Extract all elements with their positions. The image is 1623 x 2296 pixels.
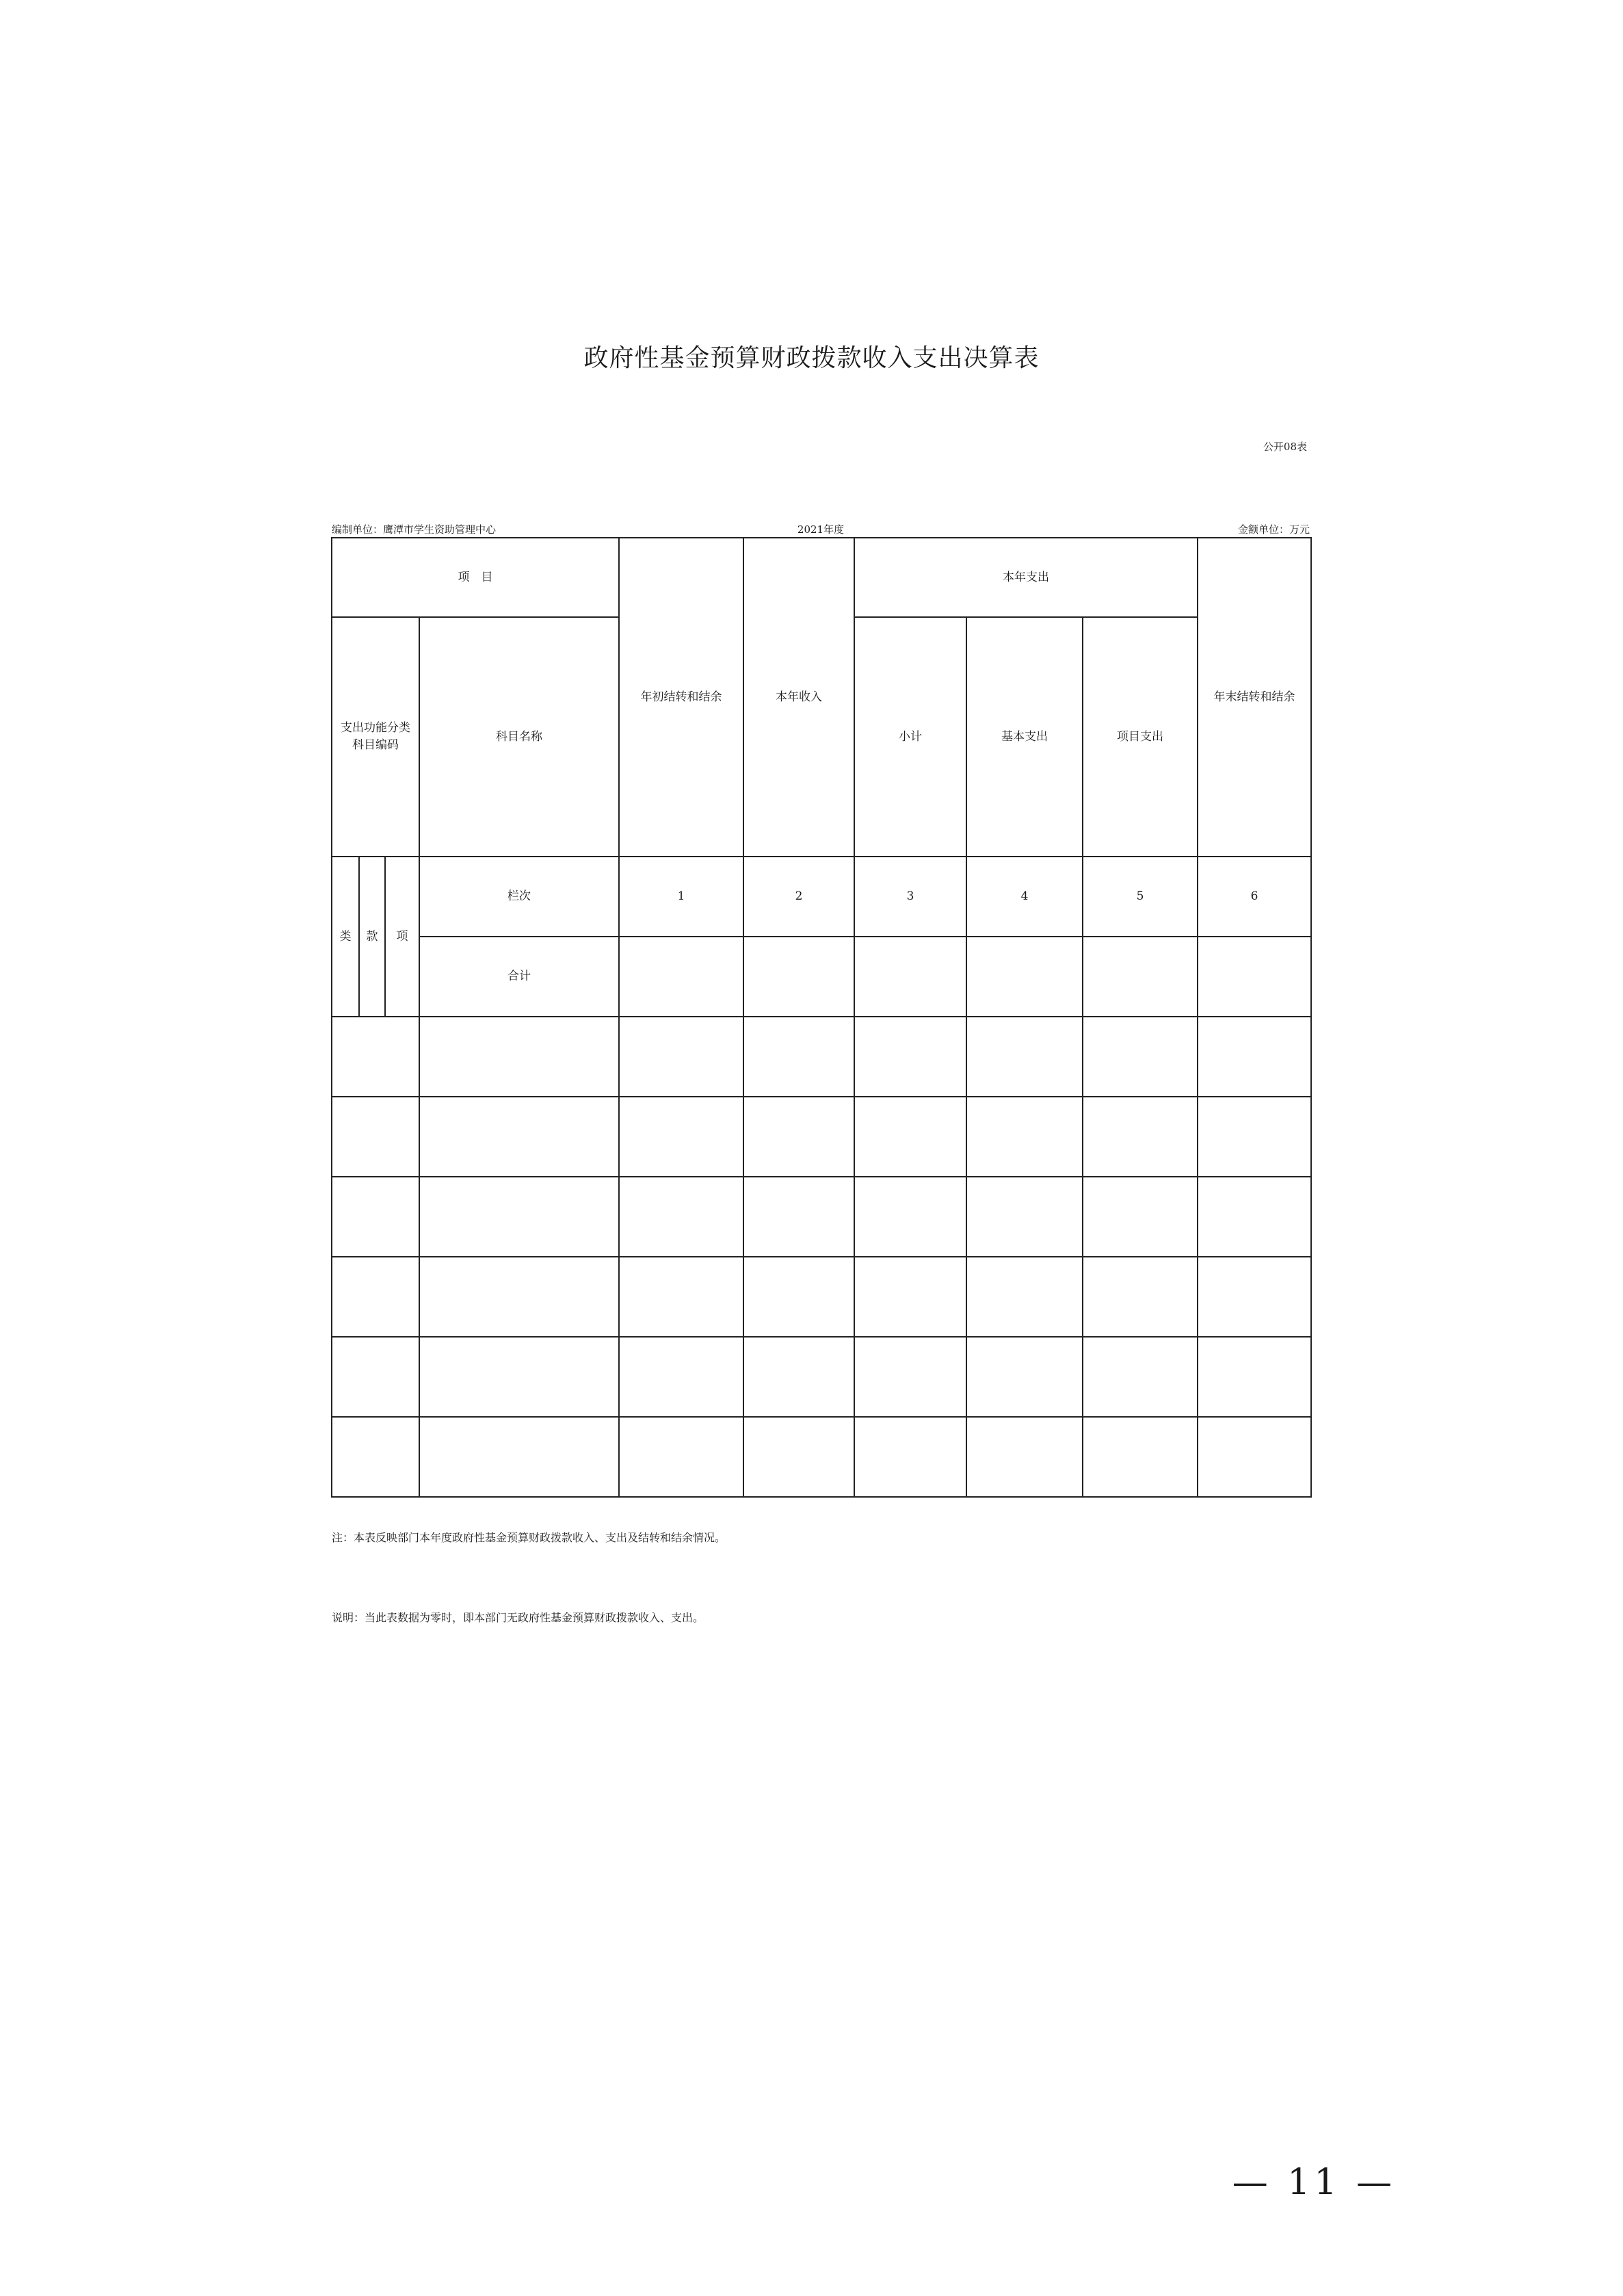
amount-cell [743, 1097, 854, 1177]
table-row [332, 1337, 1311, 1417]
amount-cell [619, 1017, 743, 1097]
total-cell [1083, 937, 1198, 1017]
amount-cell [1198, 1417, 1311, 1497]
amount-cell [743, 1337, 854, 1417]
note-scope: 注：本表反映部门本年度政府性基金预算财政拨款收入、支出及结转和结余情况。 [332, 1531, 726, 1544]
form-code: 公开08表 [1263, 441, 1307, 453]
amount-cell [966, 1177, 1083, 1257]
table-row [332, 1177, 1311, 1257]
code-cell [332, 1177, 419, 1257]
header-begin-balance: 年初结转和结余 [619, 538, 743, 857]
page-number: — 11 — [1232, 2162, 1396, 2203]
column-number: 5 [1083, 857, 1198, 937]
code-cell [332, 1337, 419, 1417]
column-label: 栏次 [419, 857, 619, 937]
column-number: 3 [854, 857, 966, 937]
amount-cell [743, 1257, 854, 1337]
code-cell [332, 1417, 419, 1497]
header-income: 本年收入 [743, 538, 854, 857]
total-cell [743, 937, 854, 1017]
header-project-expense: 项目支出 [1083, 617, 1198, 857]
amount-unit: 金额单位：万元 [1237, 523, 1310, 536]
amount-cell [619, 1177, 743, 1257]
empty-rows [332, 1017, 1311, 1497]
subject-name-cell [419, 1097, 619, 1177]
header-row-1 [332, 538, 1311, 617]
amount-cell [1198, 1337, 1311, 1417]
amount-cell [854, 1417, 966, 1497]
amount-cell [854, 1257, 966, 1337]
amount-cell [854, 1017, 966, 1097]
subject-name-cell [419, 1417, 619, 1497]
code-section-label: 款 [359, 857, 385, 1017]
amount-cell [1083, 1417, 1198, 1497]
amount-cell [743, 1017, 854, 1097]
header-expense: 本年支出 [854, 538, 1198, 617]
amount-cell [619, 1097, 743, 1177]
amount-cell [854, 1337, 966, 1417]
amount-cell [966, 1257, 1083, 1337]
header-end-balance: 年末结转和结余 [1198, 538, 1311, 857]
subject-name-cell [419, 1337, 619, 1417]
code-class-label: 类 [332, 857, 359, 1017]
fiscal-year: 2021年度 [797, 523, 845, 536]
total-label: 合计 [419, 937, 619, 1017]
table-row [332, 1257, 1311, 1337]
column-number: 1 [619, 857, 743, 937]
column-number-row [332, 857, 1311, 937]
amount-cell [1198, 1017, 1311, 1097]
header-item: 项 目 [332, 538, 619, 617]
amount-cell [854, 1177, 966, 1257]
column-number: 2 [743, 857, 854, 937]
amount-cell [1083, 1257, 1198, 1337]
table-row [332, 1097, 1311, 1177]
total-row [332, 937, 1311, 1017]
fund-budget-table [331, 537, 1312, 1498]
amount-cell [743, 1417, 854, 1497]
subject-name-cell [419, 1257, 619, 1337]
amount-cell [966, 1337, 1083, 1417]
amount-cell [1083, 1017, 1198, 1097]
total-cell [1198, 937, 1311, 1017]
amount-cell [743, 1177, 854, 1257]
total-cell [619, 937, 743, 1017]
amount-cell [966, 1017, 1083, 1097]
total-cell [966, 937, 1083, 1017]
table-row [332, 1417, 1311, 1497]
code-cell [332, 1097, 419, 1177]
table-row [332, 1017, 1311, 1097]
page-title: 政府性基金预算财政拨款收入支出决算表 [583, 344, 1040, 372]
amount-cell [1083, 1177, 1198, 1257]
header-subject-name: 科目名称 [419, 617, 619, 857]
code-item-label: 项 [385, 857, 419, 1017]
column-number: 6 [1198, 857, 1311, 937]
header-function-code: 支出功能分类科目编码 [332, 617, 419, 857]
note-explanation: 说明：当此表数据为零时，即本部门无政府性基金预算财政拨款收入、支出。 [332, 1611, 704, 1624]
amount-cell [1198, 1257, 1311, 1337]
header-subtotal: 小计 [854, 617, 966, 857]
amount-cell [1198, 1097, 1311, 1177]
compiling-unit: 编制单位：鹰潭市学生资助管理中心 [332, 523, 497, 536]
total-cell [854, 937, 966, 1017]
amount-cell [966, 1417, 1083, 1497]
amount-cell [619, 1417, 743, 1497]
code-cell [332, 1017, 419, 1097]
amount-cell [1083, 1097, 1198, 1177]
column-number: 4 [966, 857, 1083, 937]
amount-cell [619, 1257, 743, 1337]
amount-cell [619, 1337, 743, 1417]
subject-name-cell [419, 1177, 619, 1257]
subject-name-cell [419, 1017, 619, 1097]
amount-cell [1198, 1177, 1311, 1257]
amount-cell [854, 1097, 966, 1177]
header-basic-expense: 基本支出 [966, 617, 1083, 857]
meta-row [332, 522, 1310, 536]
code-cell [332, 1257, 419, 1337]
amount-cell [966, 1097, 1083, 1177]
amount-cell [1083, 1337, 1198, 1417]
